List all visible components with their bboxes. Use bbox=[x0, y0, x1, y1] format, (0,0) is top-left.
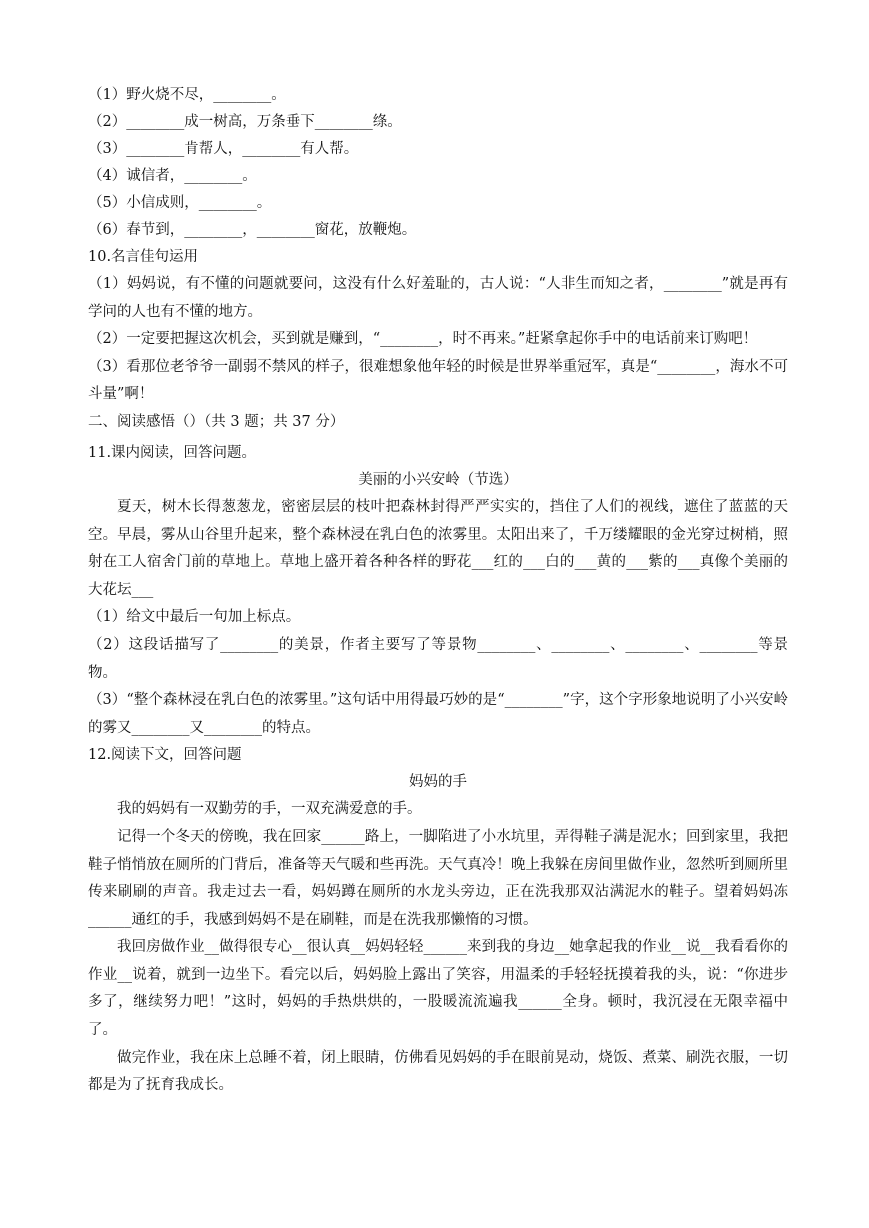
fill-item-6: （6）春节到，________，________窗花，放鞭炮。 bbox=[88, 222, 417, 238]
q10-item-3: （3）看那位老爷爷一副弱不禁风的样子，很难想象他年轻的时候是世界举重冠军，真是“________，海水不可斗量”啊！ bbox=[88, 358, 788, 403]
document-page bbox=[88, 82, 788, 1100]
passage-title-xiaoxinganling: 美丽的小兴安岭（节选） bbox=[358, 471, 518, 488]
question-10-items bbox=[88, 271, 788, 409]
section-two-heading: 二、阅读感悟（）（共 3 题；共 37 分） bbox=[88, 413, 345, 430]
passage-paragraph-2: 记得一个冬天的傍晚，我在回家______路上，一脚陷进了小水坑里，弄得鞋子满是泥水；回到家里，我把鞋子悄悄放在厕所的门背后，准备等天气暖和些再洗。天气真冷！晚上我躲在房间里做作业，忽然听到厕所里传来刷刷的声音。我走过去一看，妈妈蹲在厕所的水龙头旁边，正在洗我那双沾满泥水的鞋子。望着妈妈冻______通红的手，我感到妈妈不是在刷鞋，而是在洗我那懒惰的习惯。 bbox=[88, 828, 788, 928]
question-11-title: 11.课内阅读，回答问题。 bbox=[88, 444, 257, 461]
passage-title-mamas-hands: 妈妈的手 bbox=[409, 774, 467, 791]
q10-item-2: （2）一定要把握这次机会，买到就是赚到，“________，时不再来。”赶紧拿起你手中的电话前来订购吧！ bbox=[88, 331, 758, 348]
passage-paragraph-3: 我回房做作业__做得很专心__很认真__妈妈轻轻______来到我的身边__她拿起我的作业__说__我看看你的作业__说着，就到一边坐下。看完以后，妈妈脸上露出了笑容，用温柔的手轻轻抚摸着我的头，说：“你进步多了，继续努力吧！”这时，妈妈的手热烘烘的，一股暖流流遍我______全身。顿时，我沉浸在无限幸福中了。 bbox=[88, 939, 788, 1039]
question-10-title: 10.名言佳句运用 bbox=[88, 249, 199, 265]
fill-item-1: （1）野火烧不尽，________。 bbox=[88, 87, 286, 103]
question-12-title: 12.阅读下文，回答问题 bbox=[88, 747, 242, 764]
q11-subquestion-1: （1）给文中最后一句加上标点。 bbox=[88, 609, 301, 626]
fill-item-2: （2）________成一树高，万条垂下________绦。 bbox=[88, 114, 402, 130]
fill-item-3: （3）________肯帮人，________有人帮。 bbox=[88, 141, 359, 157]
fill-item-5: （5）小信成则，________。 bbox=[88, 195, 272, 211]
q11-subquestion-2: （2）这段话描写了________的美景，作者主要写了等景物________、________、________、________等景物。 bbox=[88, 636, 788, 681]
fill-item-4: （4）诚信者，________。 bbox=[88, 168, 257, 184]
passage-paragraph-1: 我的妈妈有一双勤劳的手，一双充满爱意的手。 bbox=[117, 801, 422, 818]
q10-item-1: （1）妈妈说，有不懂的问题就要问，这没有什么好羞耻的，古人说：“人非生而知之者，________”就是再有学问的人也有不懂的地方。 bbox=[88, 276, 788, 320]
fill-in-list bbox=[88, 82, 788, 244]
passage-mamas-hands bbox=[88, 796, 788, 1100]
question-11-subquestions bbox=[88, 604, 788, 742]
q11-subquestion-3: （3）“整个森林浸在乳白色的浓雾里。”这句话中用得最巧妙的是“________”字，这个字形象地说明了小兴安岭的雾又________又________的特点。 bbox=[88, 692, 788, 736]
passage-paragraph-4: 做完作业，我在床上总睡不着，闭上眼睛，仿佛看见妈妈的手在眼前晃动，烧饭、煮菜、刷洗衣服，一切都是为了抚育我成长。 bbox=[88, 1049, 788, 1094]
passage-xiaoxinganling: 夏天，树木长得葱葱龙，密密层层的枝叶把森林封得严严实实的，挡住了人们的视线，遮住了蓝蓝的天空。早晨，雾从山谷里升起来，整个森林浸在乳白色的浓雾里。太阳出来了，千万缕耀眼的金光穿过树梢，照射在工人宿舍门前的草地上。草地上盛开着各种各样的野花___红的___白的___黄的___紫的___真像个美丽的大花坛___ bbox=[88, 498, 788, 598]
